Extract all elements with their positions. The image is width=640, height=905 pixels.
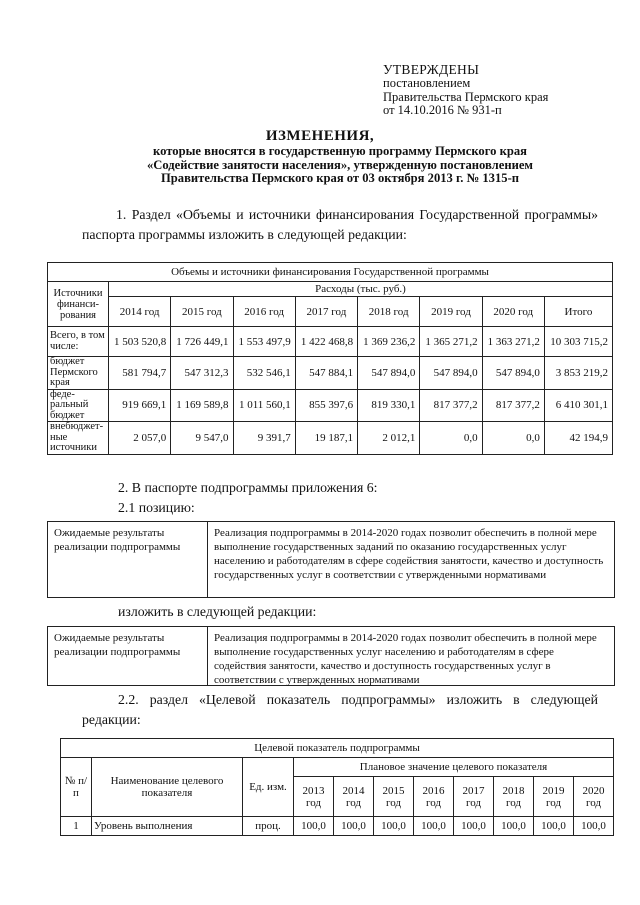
row-name: Уровень выполнения	[92, 817, 243, 836]
value-cell: 1 169 589,8	[171, 389, 233, 422]
approved-title: УТВЕРЖДЕНЫ	[383, 62, 480, 77]
col-no-header: № п/п	[61, 758, 92, 817]
value-cell: 547 894,0	[358, 357, 420, 390]
value-cell: 532 546,1	[233, 357, 295, 390]
year-header: 2014 год	[334, 777, 374, 817]
section-2-text: 2. В паспорте подпрограммы приложения 6:	[118, 480, 378, 495]
new-position-box	[47, 626, 615, 686]
value-cell: 2 057,0	[109, 422, 171, 455]
row-no: 1	[61, 817, 92, 836]
sources-header: Источники финанси-рования	[48, 282, 109, 327]
value-cell: 3 853 219,2	[544, 357, 612, 390]
box-label: Ожидаемые результаты реализации подпрограммы	[48, 627, 208, 685]
expenses-header: Расходы (тыс. руб.)	[109, 282, 613, 297]
value-cell: 100,0	[574, 817, 614, 836]
value-cell: 100,0	[454, 817, 494, 836]
table-row	[48, 389, 613, 422]
value-cell: 1 369 236,2	[358, 327, 420, 357]
approved-line: от 14.10.2016 № 931-п	[383, 103, 502, 117]
value-cell: 0,0	[420, 422, 482, 455]
year-header: 2017 год	[295, 297, 357, 327]
value-cell: 547 894,0	[420, 357, 482, 390]
indicator-table-caption: Целевой показатель подпрограммы	[61, 739, 614, 758]
row-unit: проц.	[243, 817, 294, 836]
subtitle-line: которые вносятся в государственную программу Пермского края	[153, 144, 527, 158]
col-name-header: Наименование целевого показателя	[92, 758, 243, 817]
approved-line: Правительства Пермского края	[383, 89, 549, 104]
value-cell: 1 011 560,1	[233, 389, 295, 422]
year-header: 2016 год	[414, 777, 454, 817]
value-cell: 100,0	[374, 817, 414, 836]
value-cell: 100,0	[334, 817, 374, 836]
year-header: 2015 год	[171, 297, 233, 327]
value-cell: 855 397,6	[295, 389, 357, 422]
value-cell: 817 377,2	[420, 389, 482, 422]
financing-table-caption: Объемы и источники финансирования Государственной программы	[48, 263, 613, 282]
approved-line: постановлением	[383, 76, 471, 90]
value-cell: 1 422 468,8	[295, 327, 357, 357]
year-header: 2015 год	[374, 777, 414, 817]
box-text: Реализация подпрограммы в 2014-2020 годах позволит обеспечить в полной мере выполнение государственных заданий по оказанию государственных услуг населению и работодателям в сфере содействия занятости, качество и доступность государственных услуг в соответствии с утвержденными нормативами	[214, 527, 604, 581]
value-cell: 1 726 449,1	[171, 327, 233, 357]
value-cell: 100,0	[494, 817, 534, 836]
value-cell: 100,0	[294, 817, 334, 836]
col-unit-header: Ед. изм.	[243, 758, 294, 817]
value-cell: 547 884,1	[295, 357, 357, 390]
restate-text: изложить в следующей редакции:	[118, 604, 317, 619]
subtitle-line: «Содействие занятости населения», утвержденную постановлением	[146, 157, 534, 172]
value-cell: 6 410 301,1	[544, 389, 612, 422]
value-cell: 817 377,2	[482, 389, 544, 422]
value-cell: 1 363 271,2	[482, 327, 544, 357]
year-header: 2020 год	[574, 777, 614, 817]
value-cell: 547 894,0	[482, 357, 544, 390]
table-row	[48, 357, 613, 390]
value-cell: 10 303 715,2	[544, 327, 612, 357]
table-row	[61, 817, 614, 836]
year-header: 2013 год	[294, 777, 334, 817]
value-cell: 9 391,7	[233, 422, 295, 455]
table-row	[48, 422, 613, 455]
value-cell: 819 330,1	[358, 389, 420, 422]
section-1-text: 1. Раздел «Объемы и источники финансирования Государственной программы» паспорта программы изложить в следующей редакции:	[82, 207, 598, 242]
value-cell: 19 187,1	[295, 422, 357, 455]
financing-table	[47, 262, 613, 455]
indicator-table	[60, 738, 614, 836]
year-header: 2019 год	[420, 297, 482, 327]
value-cell: 42 194,9	[544, 422, 612, 455]
document-title: ИЗМЕНЕНИЯ,	[265, 128, 375, 144]
year-header: 2017 год	[454, 777, 494, 817]
value-cell: 1 365 271,2	[420, 327, 482, 357]
value-cell: 100,0	[534, 817, 574, 836]
section-2-1-text: 2.1 позицию:	[118, 500, 195, 515]
source-cell: внебюджет-ные источники	[48, 422, 109, 455]
year-header: 2014 год	[109, 297, 171, 327]
year-header: 2018 год	[358, 297, 420, 327]
source-cell: Всего, в том числе:	[48, 327, 109, 357]
value-cell: 0,0	[482, 422, 544, 455]
box-label: Ожидаемые результаты реализации подпрограммы	[48, 522, 208, 597]
year-header: 2016 год	[233, 297, 295, 327]
value-cell: 547 312,3	[171, 357, 233, 390]
source-cell: бюджет Пермского края	[48, 357, 109, 390]
source-cell: феде-ральный бюджет	[48, 389, 109, 422]
value-cell: 919 669,1	[109, 389, 171, 422]
total-header: Итого	[544, 297, 612, 327]
value-cell: 9 547,0	[171, 422, 233, 455]
value-cell: 2 012,1	[358, 422, 420, 455]
value-cell: 1 553 497,9	[233, 327, 295, 357]
approval-stamp	[383, 62, 633, 118]
document-subtitle	[60, 145, 620, 186]
subtitle-line: Правительства Пермского края от 03 октября 2013 г. № 1315-п	[160, 171, 520, 185]
value-cell: 1 503 520,8	[109, 327, 171, 357]
year-header: 2020 год	[482, 297, 544, 327]
year-header: 2018 год	[494, 777, 534, 817]
value-cell: 581 794,7	[109, 357, 171, 390]
old-position-box	[47, 521, 615, 598]
year-header: 2019 год	[534, 777, 574, 817]
section-2-2-text: 2.2. раздел «Целевой показатель подпрограммы» изложить в следующей редакции:	[82, 692, 598, 727]
table-row	[48, 327, 613, 357]
value-cell: 100,0	[414, 817, 454, 836]
col-plan-header: Плановое значение целевого показателя	[294, 758, 614, 777]
box-text: Реализация подпрограммы в 2014-2020 годах позволит обеспечить в полной мере выполнение государственных услуг населению и работодателям в сфере содействия занятости, качество и доступность государственных услуг в соответствии с утвержденных нормативами	[214, 632, 597, 686]
